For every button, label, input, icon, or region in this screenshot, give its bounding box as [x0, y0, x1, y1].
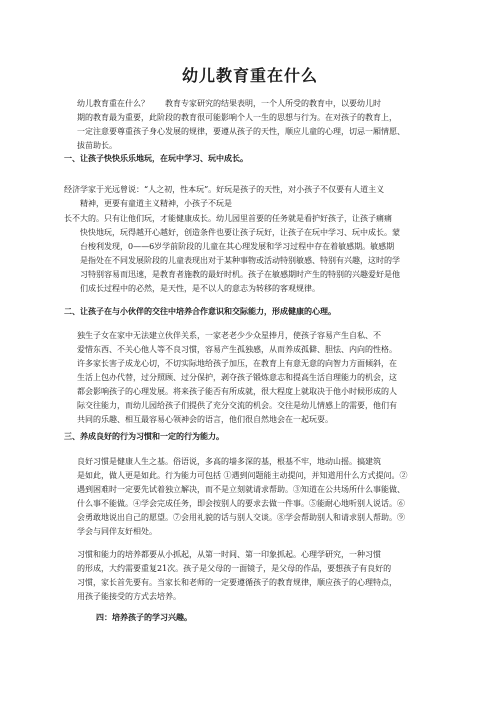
text-line: 良好习惯是健康人生之基。俗语说，多高的墙多深的基，根基不牢，地动山摇。搞建筑 [77, 457, 381, 466]
text-line: 台梭利发现，0——6岁学前阶段的儿童在其心理发展和学习过程中存在着敏感期。敏感期 [64, 242, 395, 251]
section-1-paragraph-b [64, 212, 444, 296]
text-line: 遇到困难时一定要先试着独立解决，而不是立刻就请求帮助。③知道在公共场所什么事能做、 [77, 485, 405, 494]
text-line: 什么事不能做。④学会完成任务，即会按别人的要求去做一件事。⑤能耐心地听别人说话。⑥ [77, 499, 405, 508]
text-line: 生活上包办代替，过分照顾、过分保护，剥夺孩子锻炼意志和提高生活自理能力的机会，这 [77, 373, 397, 382]
text-line: 是指处在不同发展阶段的儿童表现出对于某种事物或活动特别敏感、特别有兴趣，这时的学 [64, 256, 400, 265]
text-line: 幼儿教育重在什么？ 教育专家研究的结果表明，一个人所受的教育中，以要幼儿时 [77, 99, 381, 108]
section-heading-3: 三、养成良好的行为习惯和一定的行为能力。 [64, 431, 224, 441]
text-line: 长不大的。只有让他们玩，才能健康成长。幼儿园里首要的任务就是看护好孩子，让孩子痛痛 [64, 214, 392, 223]
text-line: 一定注意要尊重孩子身心发展的规律，要遵从孩子的天性，顺应儿童的心理，切忌一厢情愿、 [77, 127, 405, 136]
section-3-paragraph [77, 455, 445, 539]
text-line: 学会与同伴友好相处。 [77, 527, 157, 536]
text-line: 用孩子能接受的方式去培养。 [77, 592, 181, 601]
text-line: 爱惜东西、不关心他人等不良习惯，容易产生孤独感，从而养成孤僻、胆怯、内向的性格。 [77, 345, 397, 354]
section-heading-2: 二、让孩子在与小伙伴的交往中培养合作意识和交际能力，形成健康的心理。 [64, 306, 336, 316]
text-line: 会勇敢地说出自己的愿望。⑦会用礼貌的话与别人交谈。⑧学会帮助别人和请求别人帮助。⑨ [77, 513, 405, 522]
section-heading-1: 一、让孩子快快乐乐地玩，在玩中学习、玩中成长。 [64, 153, 248, 163]
text-line: 精神，更要有童道主义精神，小孩子不玩是 [64, 199, 232, 208]
intro-paragraph [77, 97, 432, 153]
document-title: 幼儿教育重在什么 [181, 66, 318, 85]
text-line: 经济学家于光远曾说：“人之初，性本玩”。好玩是孩子的天性，对小孩子不仅要有人道主义 [64, 185, 385, 194]
text-line: 习惯和能力的培养都要从小抓起，从第一时间、第一印象抓起。心理学研究，一种习惯 [77, 550, 381, 559]
text-line: 独生子女在家中无法建立伙伴关系，一家老老少少众星捧月，使孩子容易产生自私、不 [77, 331, 381, 340]
section-2-paragraph [77, 329, 445, 427]
text-line: 共同的乐趣、相互最容易心领神会的语言，他们很自然地会在一起玩耍。 [77, 415, 333, 424]
text-line: 习特别容易而迅速，是教育者施教的最好时机。孩子在敏感期时产生的特别的兴趣爱好是他 [64, 270, 400, 279]
text-line: 拔苗助长。 [77, 141, 117, 150]
text-line: 习惯，家长首先要有。当家长和老师的一定要遵循孩子的教育规律，顺应孩子的心理特点， [77, 578, 397, 587]
text-line: 的形成，大约需要重复21次。孩子是父母的一面镜子，是父母的作品，要想孩子有良好的 [77, 564, 392, 573]
text-line: 许多家长害子成龙心切，不切实际地给孩子加压，在教育上有意无意的向智力方面倾斜，在 [77, 359, 397, 368]
section-1-paragraph-a [64, 183, 444, 211]
text-line: 们成长过程中的必然，是天性，是不以人的意志为转移的客观规律。 [64, 284, 320, 293]
section-heading-4: 四：培养孩子的学习兴趣。 [96, 612, 192, 622]
text-line: 是如此，做人更是如此。行为能力可包括 ①遇到问题能主动提问，并知道用什么方式提问。② [77, 471, 408, 480]
section-3-paragraph-2 [77, 548, 445, 604]
text-line: 快快地玩，玩得越开心越好，创造条件也要让孩子玩好，让孩子在玩中学习、玩中成长。蒙 [64, 228, 400, 237]
text-line: 期的教育最为重要，此阶段的教育很可能影响个人一生的思想与行为。在对孩子的教育上， [77, 113, 397, 122]
text-line: 际交往能力，而幼儿园给孩子们提供了充分交流的机会。交往是幼儿情感上的需要，他们有 [77, 401, 397, 410]
text-line: 都会影响孩子的心理发展。将来孩子能否有所成就，很大程度上就取决于他小时候形成的人 [77, 387, 397, 396]
